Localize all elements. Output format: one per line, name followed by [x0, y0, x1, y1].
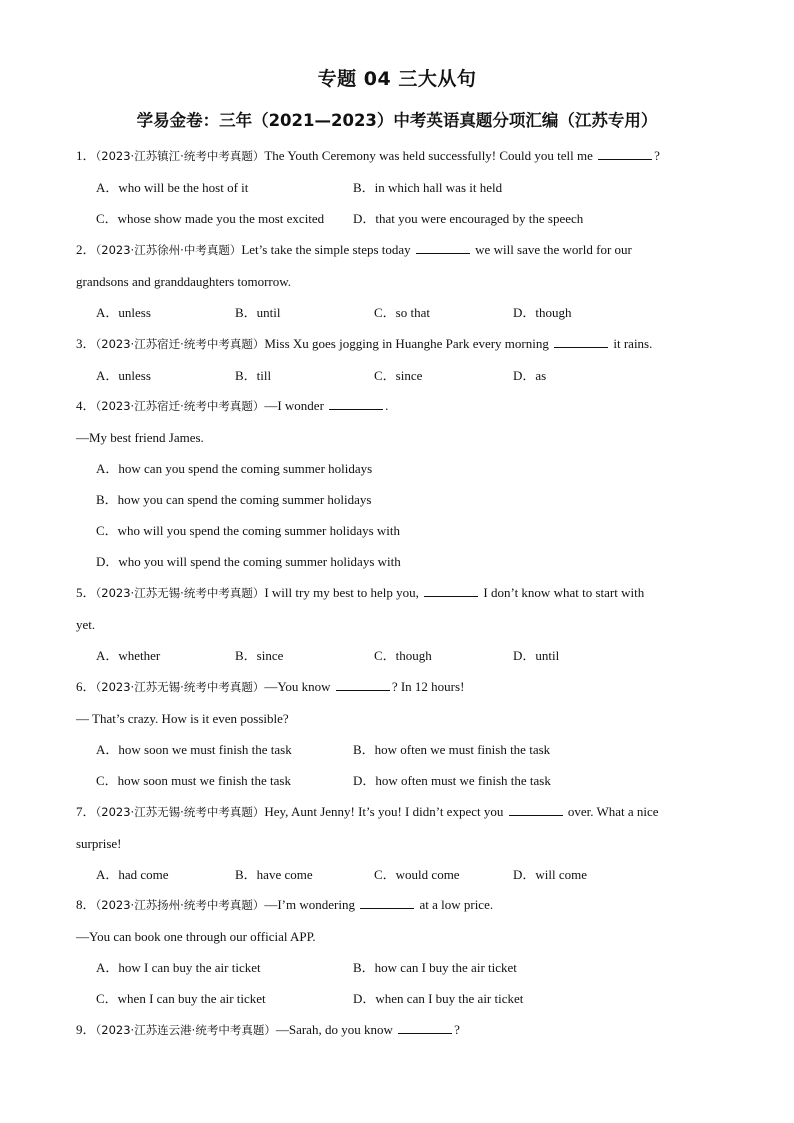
- answer-blank[interactable]: [424, 584, 478, 597]
- option-a[interactable]: A．who will be the host of it: [96, 180, 249, 195]
- question-stem-continued: surprise!: [76, 836, 122, 851]
- dialog-reply: — That’s crazy. How is it even possible?: [76, 711, 289, 726]
- option-c[interactable]: C．would come: [374, 867, 460, 882]
- option-c[interactable]: C．since: [374, 368, 423, 383]
- dialog-reply: —You can book one through our official APP.: [76, 929, 316, 944]
- option-d[interactable]: D．until: [513, 648, 560, 663]
- option-d[interactable]: D．who you will spend the coming summer holidays with: [96, 554, 401, 569]
- option-c[interactable]: C．when I can buy the air ticket: [96, 991, 266, 1006]
- answer-blank[interactable]: [416, 241, 470, 254]
- question-6: [76, 671, 720, 796]
- question-8: [76, 889, 720, 1014]
- answer-blank[interactable]: [554, 335, 608, 348]
- question-stem: 9．（2023·江苏连云港·统考中考真题）—Sarah, do you know ?: [76, 1022, 460, 1037]
- answer-blank[interactable]: [360, 896, 414, 909]
- dialog-reply: —My best friend James.: [76, 430, 204, 445]
- option-b[interactable]: B．have come: [235, 867, 313, 882]
- question-stem: 2．（2023·江苏徐州·中考真题）Let’s take the simple steps today we will save the world for our: [76, 242, 632, 257]
- option-a[interactable]: A．had come: [96, 867, 169, 882]
- question-stem: 7．（2023·江苏无锡·统考中考真题）Hey, Aunt Jenny! It’s you! I didn’t expect you over. What a nice: [76, 804, 659, 819]
- page-title: 专题 04 三大从句: [317, 68, 477, 90]
- option-d[interactable]: D．how often must we finish the task: [353, 773, 551, 788]
- page-subtitle: 学易金卷：三年（2021—2023）中考英语真题分项汇编（江苏专用）: [136, 111, 658, 130]
- answer-blank[interactable]: [336, 678, 390, 691]
- option-b[interactable]: B．how often we must finish the task: [353, 742, 551, 757]
- option-d[interactable]: D．when can I buy the air ticket: [353, 991, 524, 1006]
- question-stem: 6．（2023·江苏无锡·统考中考真题）—You know ? In 12 hours!: [76, 679, 465, 694]
- answer-blank[interactable]: [398, 1021, 452, 1034]
- question-2: [76, 234, 720, 328]
- question-stem: 5．（2023·江苏无锡·统考中考真题）I will try my best to help you, I don’t know what to start with: [76, 585, 645, 600]
- option-b[interactable]: B．how can I buy the air ticket: [353, 960, 517, 975]
- option-a[interactable]: A．unless: [96, 305, 151, 320]
- question-7: [76, 796, 720, 890]
- option-a[interactable]: A．how I can buy the air ticket: [96, 960, 261, 975]
- option-a[interactable]: A．whether: [96, 648, 161, 663]
- option-c[interactable]: C．whose show made you the most excited: [96, 211, 325, 226]
- option-a[interactable]: A．unless: [96, 368, 151, 383]
- option-d[interactable]: D．will come: [513, 867, 588, 882]
- option-b[interactable]: B．how you can spend the coming summer holidays: [96, 492, 372, 507]
- option-c[interactable]: C．how soon must we finish the task: [96, 773, 291, 788]
- question-4: [76, 390, 720, 577]
- question-stem: 1．（2023·江苏镇江·统考中考真题）The Youth Ceremony was held successfully! Could you tell me ?: [76, 148, 660, 163]
- option-b[interactable]: B．since: [235, 648, 284, 663]
- answer-blank[interactable]: [509, 803, 563, 816]
- question-stem: 4．（2023·江苏宿迁·统考中考真题）—I wonder .: [76, 398, 389, 413]
- answer-blank[interactable]: [598, 147, 652, 160]
- option-d[interactable]: D．though: [513, 305, 572, 320]
- option-b[interactable]: B．till: [235, 368, 272, 383]
- option-a[interactable]: A．how can you spend the coming summer holidays: [96, 461, 373, 476]
- question-5: [76, 577, 720, 671]
- question-9: [76, 1014, 720, 1046]
- option-b[interactable]: B．until: [235, 305, 281, 320]
- question-stem: 8．（2023·江苏扬州·统考中考真题）—I’m wondering at a low price.: [76, 897, 494, 912]
- option-d[interactable]: D．that you were encouraged by the speech: [353, 211, 584, 226]
- option-b[interactable]: B．in which hall was it held: [353, 180, 503, 195]
- question-stem: 3．（2023·江苏宿迁·统考中考真题）Miss Xu goes jogging in Huanghe Park every morning it rains.: [76, 336, 653, 351]
- question-3: [76, 328, 720, 391]
- question-1: [76, 140, 720, 234]
- option-c[interactable]: C．so that: [374, 305, 430, 320]
- question-stem-continued: yet.: [76, 617, 96, 632]
- option-d[interactable]: D．as: [513, 368, 547, 383]
- question-stem-continued: grandsons and granddaughters tomorrow.: [76, 274, 292, 289]
- option-a[interactable]: A．how soon we must finish the task: [96, 742, 292, 757]
- option-c[interactable]: C．though: [374, 648, 432, 663]
- answer-blank[interactable]: [329, 397, 383, 410]
- option-c[interactable]: C．who will you spend the coming summer holidays with: [96, 523, 401, 538]
